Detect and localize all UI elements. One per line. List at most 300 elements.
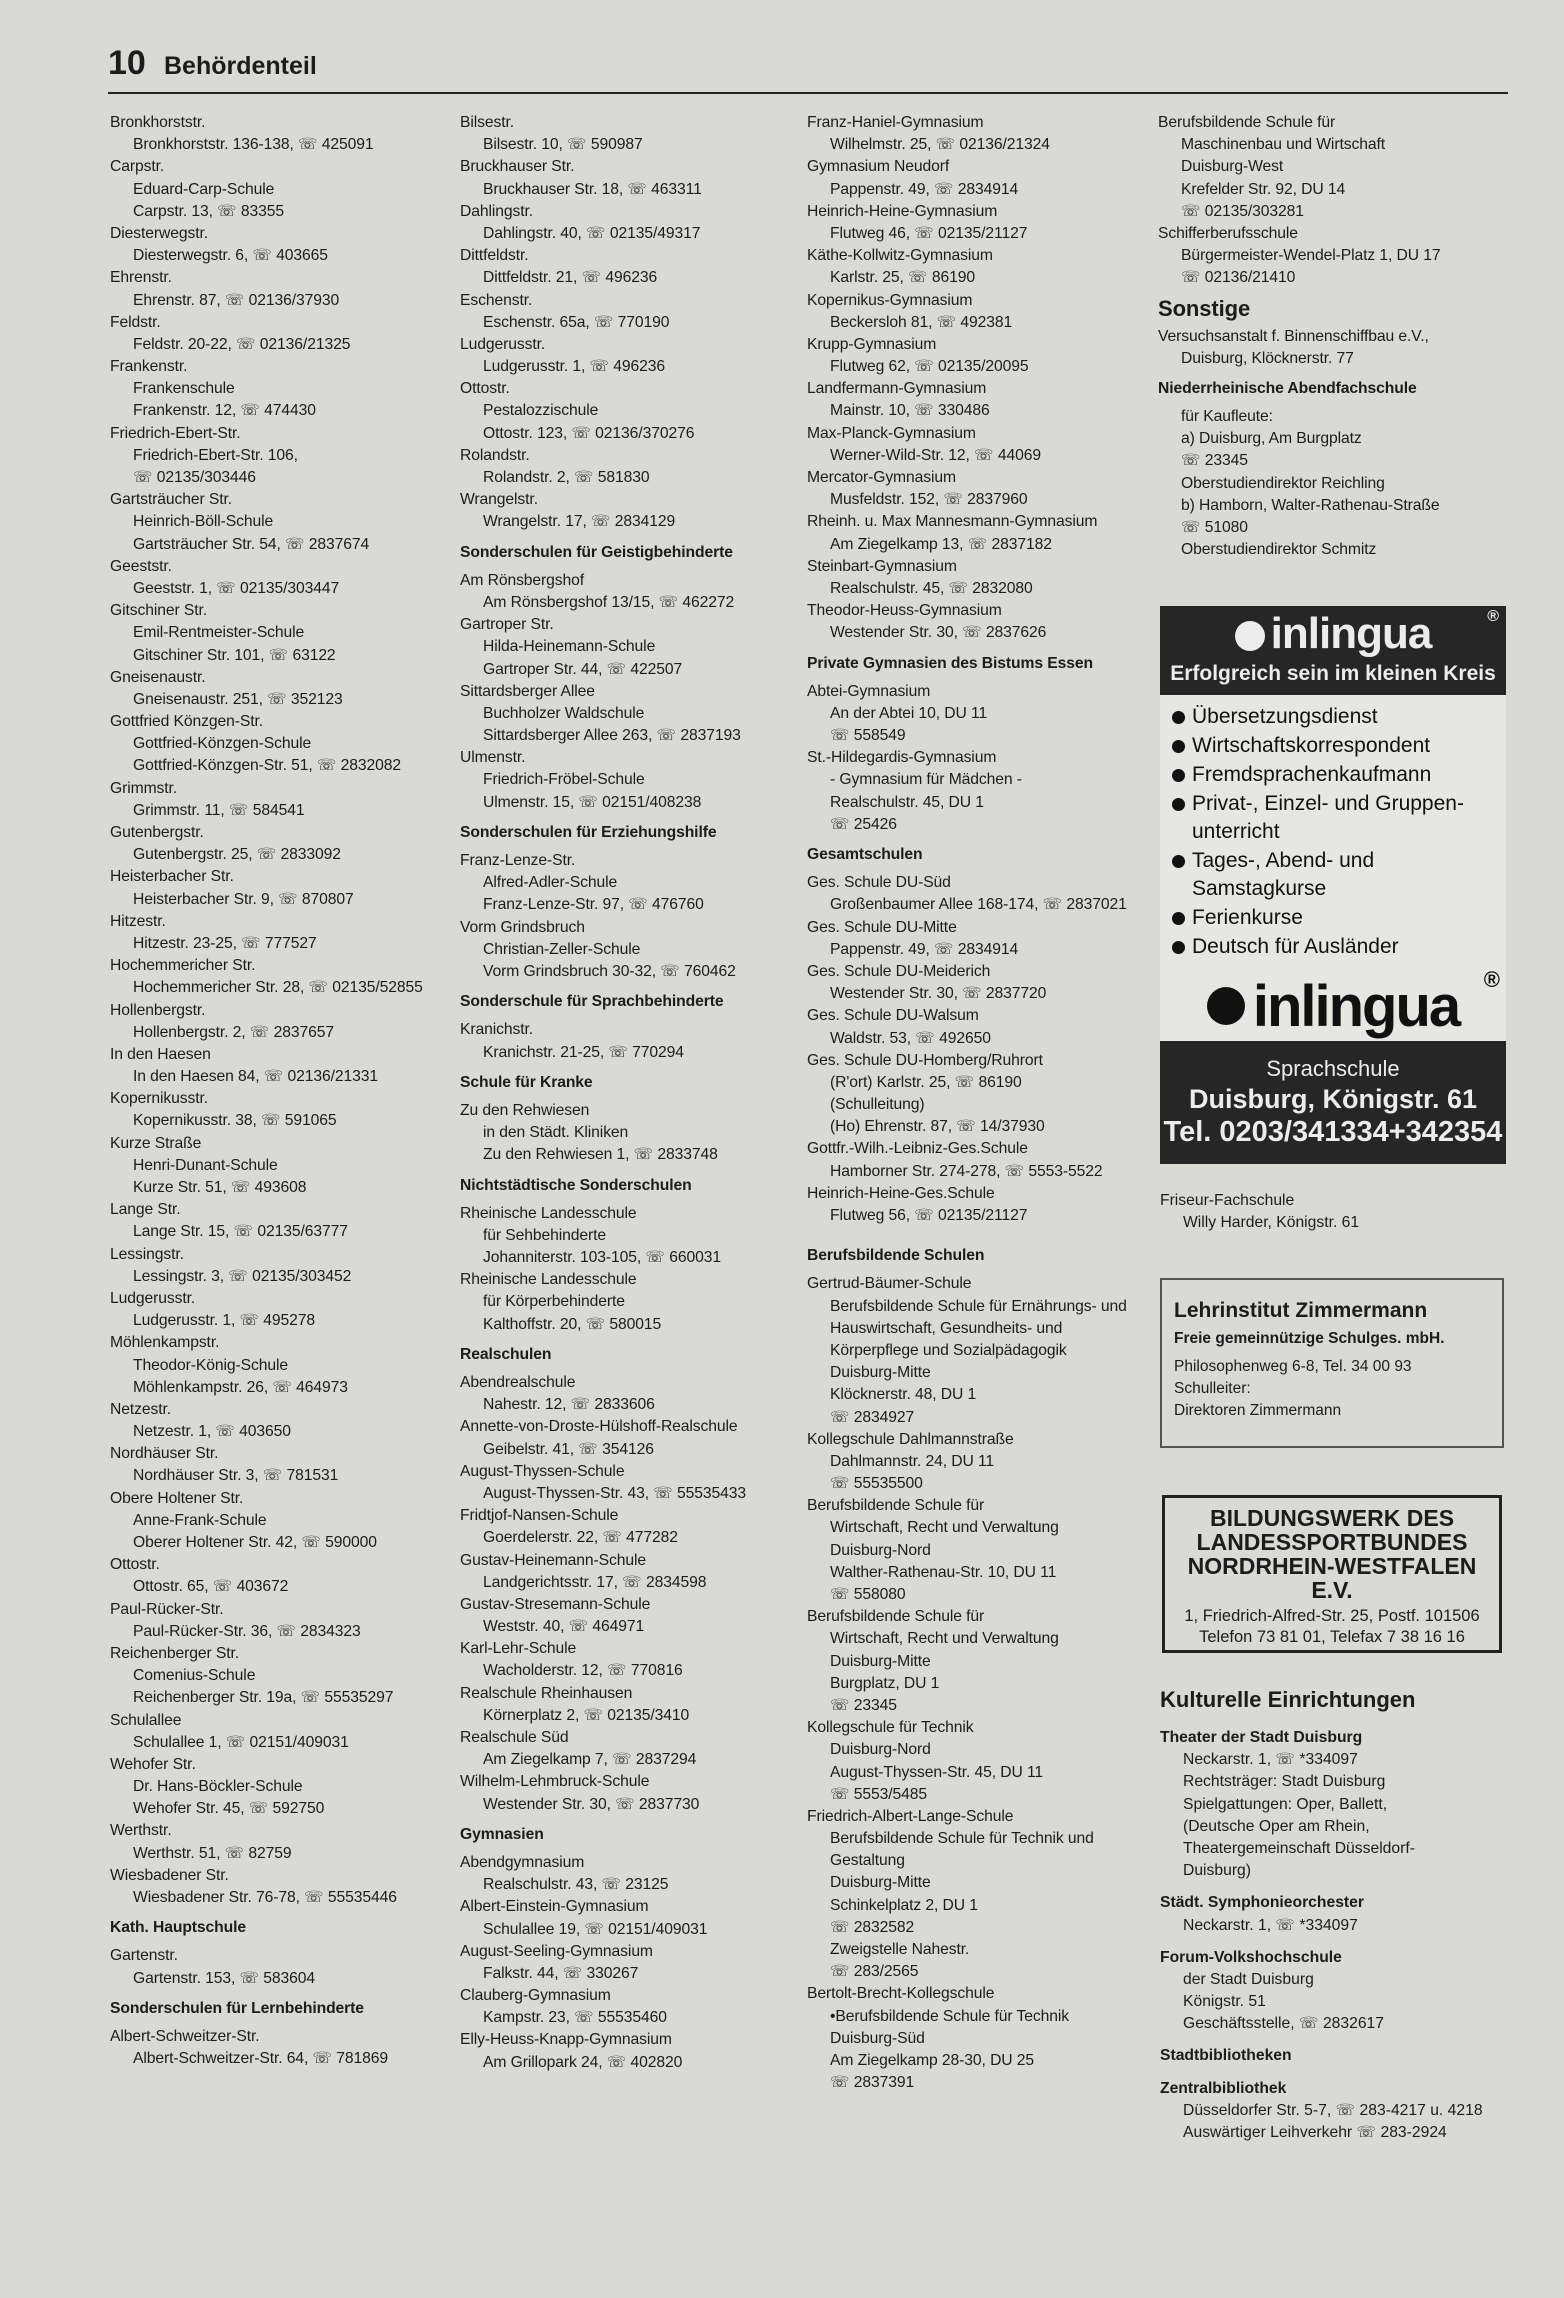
entry-detail: August-Thyssen-Str. 43, ☏ 55535433	[483, 1484, 747, 1502]
entry-title: Mercator-Gymnasium	[807, 469, 957, 486]
entry-detail: ☏ 2834927	[830, 1408, 915, 1426]
entry-title: Gymnasium Neudorf	[807, 158, 950, 176]
entry-detail: Grimmstr. 11, ☏ 584541	[133, 801, 305, 819]
entry-title: Gustav-Stresemann-Schule	[460, 1595, 651, 1613]
entry-detail: Flutweg 46, ☏ 02135/21127	[830, 224, 1028, 242]
entry-title: Ludgerusstr.	[460, 335, 546, 353]
entry-title: Karl-Lehr-Schule	[460, 1640, 577, 1658]
entry-detail: Flutweg 56, ☏ 02135/21127	[830, 1207, 1028, 1225]
entry-detail: Am Ziegelkamp 13, ☏ 2837182	[830, 535, 1052, 553]
entry-detail: Heinrich-Böll-Schule	[133, 513, 274, 531]
section-heading: Niederrheinische Abendfachschule	[1158, 379, 1417, 397]
entry-detail: Friedrich-Fröbel-Schule	[483, 771, 645, 789]
entry-title: Berufsbildende Schule für	[807, 1497, 985, 1515]
entry-detail: Duisburg-Nord	[830, 1541, 931, 1559]
entry-title: Bronkhorststr.	[110, 114, 206, 131]
column-4-lower	[1160, 1681, 1510, 2144]
entry-detail: (Ho) Ehrenstr. 87, ☏ 14/37930	[830, 1118, 1045, 1136]
entry-detail: Lange Str. 15, ☏ 02135/63777	[133, 1223, 348, 1241]
entry-detail: Gartenstr. 153, ☏ 583604	[133, 1969, 316, 1987]
entry-detail: Duisburg-Mitte	[830, 1652, 931, 1670]
entry-detail: Großenbaumer Allee 168-174, ☏ 2837021	[830, 896, 1127, 914]
entry-detail: Duisburg-West	[1181, 158, 1284, 176]
entry-title: Kopernikusstr.	[110, 1090, 209, 1108]
entry-detail: Vorm Grindsbruch 30-32, ☏ 760462	[483, 962, 736, 980]
friseur-name: Friseur-Fachschule	[1160, 1192, 1295, 1209]
entry-detail: ☏ 51080	[1181, 519, 1248, 537]
entry-detail: Schulallee 19, ☏ 02151/409031	[483, 1920, 708, 1938]
entry-title: Albert-Einstein-Gymnasium	[460, 1898, 649, 1916]
entry-title: Schifferberufsschule	[1158, 224, 1298, 242]
entry-detail: Pestalozzischule	[483, 402, 599, 420]
entry-detail: für Sehbehinderte	[483, 1226, 607, 1244]
entry-detail: Musfeldstr. 152, ☏ 2837960	[830, 491, 1028, 509]
entry-detail: Rolandstr. 2, ☏ 581830	[483, 469, 650, 486]
entry-detail: Burgplatz, DU 1	[830, 1674, 940, 1692]
entry-detail: An der Abtei 10, DU 11	[830, 704, 988, 722]
bildungswerk-address: 1, Friedrich-Alfred-Str. 25, Postf. 101506	[1184, 1607, 1480, 1625]
zimmermann-subtitle: Freie gemeinnützige Schulges. mbH.	[1174, 1330, 1445, 1347]
entry-detail: ☏ 55535500	[830, 1475, 923, 1493]
entry-detail: Bronkhorststr. 136-138, ☏ 425091	[133, 136, 374, 154]
entry-title: Landfermann-Gymnasium	[807, 380, 987, 398]
inlingua-logo	[1160, 606, 1506, 661]
entry-title: Lange Str.	[110, 1201, 181, 1219]
entry-detail: Körperpflege und Sozialpädagogik	[830, 1341, 1067, 1359]
entry-detail: Ottostr. 65, ☏ 403672	[133, 1578, 289, 1596]
inlingua-logo-icon	[1235, 621, 1265, 651]
service-item: Tages-, Abend- und Samstagkurse	[1170, 847, 1498, 903]
entry-detail: Möhlenkampstr. 26, ☏ 464973	[133, 1378, 348, 1396]
entry-detail: für Kaufleute:	[1181, 408, 1273, 426]
entry-detail: Wrangelstr. 17, ☏ 2834129	[483, 513, 676, 531]
entry-detail: ☏ 2837391	[830, 2074, 915, 2092]
page-header	[108, 44, 1508, 94]
entry-title: Hollenbergstr.	[110, 1001, 206, 1019]
entry-detail: Zu den Rehwiesen 1, ☏ 2833748	[483, 1146, 718, 1164]
entry-title: Städt. Symphonieorchester	[1160, 1894, 1364, 1912]
bildungswerk-title-line: E.V.	[1311, 1577, 1353, 1603]
entry-title: Wehofer Str.	[110, 1755, 196, 1773]
entry-title: Ges. Schule DU-Meiderich	[807, 962, 991, 980]
entry-detail: Carpstr. 13, ☏ 83355	[133, 202, 285, 220]
entry-title: Berufsbildende Schule für	[807, 1608, 985, 1626]
entry-detail: Buchholzer Waldschule	[483, 704, 645, 722]
spacer	[1160, 2035, 1510, 2045]
entry-title: Sittardsberger Allee	[460, 682, 595, 700]
entry-title: Dahlingstr.	[460, 202, 534, 220]
entry-title: Ottostr.	[460, 380, 510, 398]
entry-detail: Lessingstr. 3, ☏ 02135/303452	[133, 1267, 352, 1285]
entry-detail: Netzestr. 1, ☏ 403650	[133, 1423, 291, 1441]
entry-title: Gartenstr.	[110, 1947, 178, 1965]
entry-title: Franz-Lenze-Str.	[460, 852, 576, 870]
section-heading: Sonderschule für Sprachbehinderte	[460, 993, 724, 1011]
entry-title: Rheinh. u. Max Mannesmann-Gymnasium	[807, 513, 1098, 531]
spacer	[1160, 1717, 1510, 1727]
entry-detail: ☏ 02135/303281	[1181, 202, 1304, 220]
entry-title: Paul-Rücker-Str.	[110, 1600, 224, 1618]
entry-detail: Werthstr. 51, ☏ 82759	[133, 1844, 292, 1862]
entry-detail: Hilda-Heinemann-Schule	[483, 638, 656, 656]
entry-title: August-Thyssen-Schule	[460, 1462, 625, 1480]
entry-detail: Nahestr. 12, ☏ 2833606	[483, 1396, 655, 1414]
entry-title: Gitschiner Str.	[110, 602, 208, 620]
entry-detail: Dittfeldstr. 21, ☏ 496236	[483, 269, 658, 287]
entry-title: Hitzestr.	[110, 912, 166, 930]
section-heading: Sonderschulen für Erziehungshilfe	[460, 823, 717, 841]
spacer	[807, 1227, 1137, 1237]
entry-detail: der Stadt Duisburg	[1183, 1970, 1314, 1988]
section-heading: Kath. Hauptschule	[110, 1919, 247, 1937]
entry-title: Versuchsanstalt f. Binnenschiffbau e.V.,	[1158, 327, 1429, 345]
entry-detail: Hochemmericher Str. 28, ☏ 02135/52855	[133, 979, 423, 997]
entry-detail: Gneisenaustr. 251, ☏ 352123	[133, 690, 343, 708]
entry-title: Berufsbildende Schule für	[1158, 114, 1336, 131]
entry-detail: Gartroper Str. 44, ☏ 422507	[483, 660, 683, 678]
entry-title: Gottfried Könzgen-Str.	[110, 713, 264, 731]
section-heading-large: Sonstige	[1158, 295, 1251, 321]
spacer	[1160, 2068, 1510, 2078]
entry-title: Forum-Volkshochschule	[1160, 1948, 1342, 1966]
entry-title: Möhlenkampstr.	[110, 1334, 220, 1352]
section-heading: Realschulen	[460, 1345, 552, 1363]
entry-title: Steinbart-Gymnasium	[807, 557, 957, 575]
entry-title: Friedrich-Albert-Lange-Schule	[807, 1807, 1014, 1825]
entry-detail: (R'ort) Karlstr. 25, ☏ 86190	[830, 1073, 1022, 1091]
entry-title: Obere Holtener Str.	[110, 1489, 244, 1507]
entry-detail: Geschäftsstelle, ☏ 2832617	[1183, 2015, 1385, 2033]
entry-title: Ulmenstr.	[460, 749, 526, 767]
entry-detail: Oberstudiendirektor Reichling	[1181, 474, 1385, 492]
entry-detail: Nordhäuser Str. 3, ☏ 781531	[133, 1467, 339, 1485]
entry-detail: Geeststr. 1, ☏ 02135/303447	[133, 579, 340, 597]
entry-detail: Auswärtiger Leihverkehr ☏ 283-2924	[1183, 2124, 1447, 2141]
entry-detail: Westender Str. 30, ☏ 2837626	[830, 624, 1047, 642]
entry-title: Ges. Schule DU-Süd	[807, 874, 951, 892]
section-title: Behördenteil	[164, 52, 317, 80]
entry-detail: Heisterbacher Str. 9, ☏ 870807	[133, 890, 354, 908]
entry-title: Heinrich-Heine-Ges.Schule	[807, 1184, 995, 1202]
entry-title: Ges. Schule DU-Mitte	[807, 918, 957, 936]
entry-detail: Westender Str. 30, ☏ 2837730	[483, 1795, 700, 1813]
inlingua-phone: Tel. 0203/341334+342354	[1163, 1116, 1503, 1148]
entry-detail: für Körperbehinderte	[483, 1293, 625, 1311]
entry-detail: Gottfried-Könzgen-Str. 51, ☏ 2832082	[133, 757, 402, 775]
entry-title: Abendrealschule	[460, 1374, 576, 1392]
entry-detail: Goerdelerstr. 22, ☏ 477282	[483, 1529, 678, 1547]
section-heading: Nichtstädtische Sonderschulen	[460, 1176, 692, 1194]
inlingua-school: Sprachschule	[1266, 1056, 1400, 1081]
entry-title: Rolandstr.	[460, 446, 530, 464]
entry-detail: a) Duisburg, Am Burgplatz	[1181, 430, 1362, 448]
entry-detail: Kranichstr. 21-25, ☏ 770294	[483, 1043, 684, 1061]
entry-detail: Feldstr. 20-22, ☏ 02136/21325	[133, 335, 351, 353]
entry-detail: Karlstr. 25, ☏ 86190	[830, 269, 975, 287]
entry-title: Ottostr.	[110, 1556, 160, 1574]
inlingua-contact	[1160, 1041, 1506, 1149]
entry-detail: Krefelder Str. 92, DU 14	[1181, 180, 1346, 198]
entry-title: Abendgymnasium	[460, 1853, 585, 1871]
entry-title: Dittfeldstr.	[460, 247, 529, 265]
entry-title: Wilhelm-Lehmbruck-Schule	[460, 1773, 650, 1791]
entry-detail: Ludgerusstr. 1, ☏ 496236	[483, 358, 666, 376]
entry-title: Ludgerusstr.	[110, 1289, 196, 1307]
entry-title: Ehrenstr.	[110, 269, 172, 287]
entry-detail: Reichenberger Str. 19a, ☏ 55535297	[133, 1689, 394, 1707]
entry-detail: ☏ 558549	[830, 727, 906, 745]
entry-detail: Eduard-Carp-Schule	[133, 180, 275, 198]
entry-detail: Eschenstr. 65a, ☏ 770190	[483, 313, 670, 331]
entry-detail: ☏ 558080	[830, 1586, 906, 1604]
entry-detail: Henri-Dunant-Schule	[133, 1156, 278, 1174]
entry-detail: ☏ 2832582	[830, 1918, 915, 1936]
entry-detail: Walther-Rathenau-Str. 10, DU 11	[830, 1563, 1057, 1581]
entry-title: Hochemmericher Str.	[110, 957, 256, 975]
entry-detail: ☏ 5553/5485	[830, 1785, 928, 1803]
entry-detail: Gutenbergstr. 25, ☏ 2833092	[133, 846, 341, 864]
entry-detail: Hamborner Str. 274-278, ☏ 5553-5522	[830, 1162, 1103, 1180]
service-item: Privat-, Einzel- und Gruppen-unterricht	[1170, 790, 1498, 846]
entry-detail: Dahlmannstr. 24, DU 11	[830, 1452, 995, 1470]
entry-detail: ☏ 02136/21410	[1181, 269, 1296, 287]
section-heading: Schule für Kranke	[460, 1073, 593, 1091]
entry-detail: Hitzestr. 23-25, ☏ 777527	[133, 934, 317, 952]
entry-title: Max-Planck-Gymnasium	[807, 424, 976, 442]
entry-detail: Ehrenstr. 87, ☏ 02136/37930	[133, 291, 340, 309]
entry-detail: Wilhelmstr. 25, ☏ 02136/21324	[830, 136, 1050, 154]
entry-detail: Theodor-König-Schule	[133, 1356, 288, 1374]
entry-detail: Gartsträucher Str. 54, ☏ 2837674	[133, 535, 370, 553]
entry-title: Franz-Haniel-Gymnasium	[807, 114, 984, 131]
entry-detail: ☏ 23345	[830, 1696, 897, 1714]
entry-detail: Geibelstr. 41, ☏ 354126	[483, 1440, 654, 1458]
entry-detail: Am Rönsbergshof 13/15, ☏ 462272	[483, 593, 735, 611]
entry-detail: Wirtschaft, Recht und Verwaltung	[830, 1630, 1059, 1648]
entry-title: Rheinische Landesschule	[460, 1271, 637, 1289]
inlingua-logo-text: inlingua	[1270, 608, 1432, 658]
entry-detail: Diesterwegstr. 6, ☏ 403665	[133, 247, 328, 265]
entry-detail: Duisburg)	[1183, 1862, 1252, 1880]
spacer	[1160, 1882, 1510, 1892]
entry-title: Heisterbacher Str.	[110, 868, 234, 886]
entry-title: Wrangelstr.	[460, 491, 538, 509]
entry-detail: Spielgattungen: Oper, Ballett,	[1183, 1795, 1388, 1813]
service-item: Deutsch für Ausländer	[1170, 933, 1498, 961]
entry-detail: Gottfried-Könzgen-Schule	[133, 735, 312, 753]
entry-detail: Klöcknerstr. 48, DU 1	[830, 1386, 977, 1404]
entry-title: Abtei-Gymnasium	[807, 682, 931, 700]
section-heading: Gesamtschulen	[807, 846, 923, 864]
entry-detail: Realschulstr. 45, DU 1	[830, 793, 984, 811]
zimmermann-leiter: Direktoren Zimmermann	[1174, 1402, 1342, 1419]
entry-title: In den Haesen	[110, 1045, 211, 1063]
entry-title: Theater der Stadt Duisburg	[1160, 1729, 1363, 1746]
entry-title: Ges. Schule DU-Homberg/Ruhrort	[807, 1051, 1043, 1069]
entry-detail: ☏ 23345	[1181, 452, 1248, 470]
entry-detail: in den Städt. Kliniken	[483, 1124, 629, 1142]
inlingua-logo-icon	[1207, 987, 1245, 1025]
entry-title: Gustav-Heinemann-Schule	[460, 1551, 647, 1569]
entry-detail: Dr. Hans-Böckler-Schule	[133, 1778, 303, 1796]
entry-title: Frankenstr.	[110, 358, 188, 376]
entry-detail: Am Grillopark 24, ☏ 402820	[483, 2053, 683, 2071]
entry-detail: Wehofer Str. 45, ☏ 592750	[133, 1800, 325, 1818]
entry-detail: August-Thyssen-Str. 45, DU 11	[830, 1763, 1044, 1781]
entry-title: Kranichstr.	[460, 1021, 534, 1039]
entry-detail: Am Ziegelkamp 28-30, DU 25	[830, 2051, 1035, 2069]
entry-title: Eschenstr.	[460, 291, 533, 309]
entry-detail: Realschulstr. 45, ☏ 2832080	[830, 579, 1033, 597]
entry-detail: Rechtsträger: Stadt Duisburg	[1183, 1773, 1386, 1791]
column-2	[460, 112, 790, 2074]
entry-detail: Pappenstr. 49, ☏ 2834914	[830, 940, 1019, 958]
entry-detail: Wiesbadener Str. 76-78, ☏ 55535446	[133, 1889, 397, 1906]
entry-title: Bruckhauser Str.	[460, 158, 575, 176]
entry-title: Kollegschule für Technik	[807, 1719, 974, 1737]
service-item: Ferienkurse	[1170, 904, 1498, 932]
entry-detail: Oberer Holtener Str. 42, ☏ 590000	[133, 1534, 377, 1551]
entry-detail: Bilsestr. 10, ☏ 590987	[483, 136, 643, 154]
entry-title: Heinrich-Heine-Gymnasium	[807, 202, 998, 220]
column-3	[807, 112, 1137, 2094]
registered-mark: ®	[1483, 967, 1498, 992]
zimmermann-title: Lehrinstitut Zimmermann	[1174, 1299, 1428, 1322]
entry-detail: Flutweg 62, ☏ 02135/20095	[830, 358, 1029, 376]
entry-detail: Berufsbildende Schule für Ernährungs- und	[830, 1297, 1127, 1315]
entry-detail: ☏ 02135/303446	[133, 469, 256, 486]
service-item: Übersetzungsdienst	[1170, 703, 1498, 731]
entry-title: Gartsträucher Str.	[110, 491, 232, 509]
section-heading: Berufsbildende Schulen	[807, 1247, 985, 1265]
entry-detail: Comenius-Schule	[133, 1667, 256, 1685]
bildungswerk-title-line: BILDUNGSWERK DES	[1209, 1505, 1455, 1531]
entry-detail: Neckarstr. 1, ☏ *334097	[1183, 1916, 1358, 1934]
registered-mark: ®	[1487, 608, 1498, 625]
entry-title: Bilsestr.	[460, 114, 515, 131]
section-heading-large: Kulturelle Einrichtungen	[1160, 1687, 1416, 1712]
inlingua-advertisement	[1160, 606, 1506, 1164]
entry-detail: Kalthoffstr. 20, ☏ 580015	[483, 1315, 662, 1333]
entry-title: Nordhäuser Str.	[110, 1445, 219, 1463]
entry-detail: ☏ 25426	[830, 815, 897, 833]
entry-title: Annette-von-Droste-Hülshoff-Realschule	[460, 1418, 738, 1436]
section-heading: Sonderschulen für Geistigbehinderte	[460, 543, 733, 561]
entry-detail: Maschinenbau und Wirtschaft	[1181, 136, 1385, 154]
entry-detail: Dahlingstr. 40, ☏ 02135/49317	[483, 224, 701, 242]
entry-title: Realschule Rheinhausen	[460, 1684, 633, 1702]
entry-detail: Beckersloh 81, ☏ 492381	[830, 313, 1013, 331]
section-heading: Gymnasien	[460, 1825, 544, 1843]
entry-detail: Duisburg-Süd	[830, 2029, 925, 2047]
spacer	[1160, 1937, 1510, 1947]
entry-title: Elly-Heuss-Knapp-Gymnasium	[460, 2031, 672, 2049]
entry-detail: Kampstr. 23, ☏ 55535460	[483, 2009, 667, 2027]
entry-detail: Anne-Frank-Schule	[133, 1511, 267, 1529]
entry-detail: Realschulstr. 43, ☏ 23125	[483, 1876, 669, 1894]
entry-detail: Pappenstr. 49, ☏ 2834914	[830, 180, 1019, 198]
entry-detail: Ulmenstr. 15, ☏ 02151/408238	[483, 793, 702, 811]
entry-detail: Ludgerusstr. 1, ☏ 495278	[133, 1312, 316, 1330]
entry-title: Netzestr.	[110, 1400, 171, 1418]
inlingua-logo-large	[1160, 967, 1506, 1041]
friseur-detail: Willy Harder, Königstr. 61	[1183, 1214, 1360, 1231]
entry-detail: Frankenschule	[133, 380, 235, 398]
entry-detail: - Gymnasium für Mädchen -	[830, 771, 1022, 789]
entry-title: Zu den Rehwiesen	[460, 1101, 590, 1119]
entry-title: Rheinische Landesschule	[460, 1204, 637, 1222]
entry-detail: Christian-Zeller-Schule	[483, 940, 641, 958]
entry-title: Reichenberger Str.	[110, 1644, 240, 1662]
page-number: 10	[108, 44, 146, 82]
entry-detail: ☏ 283/2565	[830, 1963, 919, 1981]
entry-title: Kurze Straße	[110, 1134, 202, 1152]
entry-title: Zentralbibliothek	[1160, 2079, 1287, 2097]
entry-detail: Wacholderstr. 12, ☏ 770816	[483, 1662, 683, 1680]
entry-detail: Zweigstelle Nahestr.	[830, 1941, 970, 1959]
entry-title: Schulallee	[110, 1711, 182, 1729]
entry-detail: Weststr. 40, ☏ 464971	[483, 1618, 645, 1636]
entry-title: Clauberg-Gymnasium	[460, 1987, 611, 2005]
entry-detail: Mainstr. 10, ☏ 330486	[830, 402, 990, 420]
bildungswerk-phone: Telefon 73 81 01, Telefax 7 38 16 16	[1199, 1628, 1465, 1646]
entry-title: Krupp-Gymnasium	[807, 335, 937, 353]
entry-title: Diesterwegstr.	[110, 224, 208, 242]
entry-title: Feldstr.	[110, 313, 161, 331]
entry-title: Gartroper Str.	[460, 616, 554, 634]
entry-detail: Waldstr. 53, ☏ 492650	[830, 1029, 991, 1047]
entry-detail: Königstr. 51	[1183, 1993, 1266, 2011]
entry-detail: Johanniterstr. 103-105, ☏ 660031	[483, 1249, 721, 1267]
zimmermann-advertisement	[1160, 1278, 1504, 1448]
entry-detail: Emil-Rentmeister-Schule	[133, 624, 305, 642]
entry-detail: Hollenbergstr. 2, ☏ 2837657	[133, 1023, 334, 1041]
service-item: Fremdsprachenkaufmann	[1170, 761, 1498, 789]
entry-title: Bertolt-Brecht-Kollegschule	[807, 1985, 995, 2003]
entry-title: Stadtbibliotheken	[1160, 2047, 1292, 2065]
entry-detail: Theatergemeinschaft Düsseldorf-	[1183, 1839, 1415, 1857]
entry-detail: Ottostr. 123, ☏ 02136/370276	[483, 424, 695, 442]
entry-detail: •Berufsbildende Schule für Technik	[830, 2007, 1070, 2025]
entry-title: Fridtjof-Nansen-Schule	[460, 1507, 619, 1525]
inlingua-services	[1160, 695, 1506, 971]
entry-detail: Frankenstr. 12, ☏ 474430	[133, 402, 316, 420]
zimmermann-leiter-label: Schulleiter:	[1174, 1380, 1251, 1397]
entry-title: Vorm Grindsbruch	[460, 918, 585, 936]
entry-title: Gertrud-Bäumer-Schule	[807, 1275, 972, 1293]
entry-title: Realschule Süd	[460, 1729, 569, 1747]
entry-detail: Bruckhauser Str. 18, ☏ 463311	[483, 180, 702, 198]
entry-detail: Franz-Lenze-Str. 97, ☏ 476760	[483, 896, 704, 914]
entry-detail: Kopernikusstr. 38, ☏ 591065	[133, 1112, 337, 1130]
entry-detail: Falkstr. 44, ☏ 330267	[483, 1964, 639, 1982]
entry-title: Käthe-Kollwitz-Gymnasium	[807, 247, 993, 265]
entry-detail: Wirtschaft, Recht und Verwaltung	[830, 1519, 1059, 1537]
entry-detail: Duisburg-Nord	[830, 1741, 931, 1759]
entry-detail: Alfred-Adler-Schule	[483, 874, 618, 892]
entry-detail: Friedrich-Ebert-Str. 106,	[133, 446, 298, 464]
entry-detail: Gitschiner Str. 101, ☏ 63122	[133, 646, 336, 664]
inlingua-tagline: Erfolgreich sein im kleinen Kreis	[1170, 662, 1496, 685]
entry-detail: (Schulleitung)	[830, 1096, 925, 1114]
entry-detail: Westender Str. 30, ☏ 2837720	[830, 985, 1047, 1003]
entry-detail: Duisburg-Mitte	[830, 1364, 931, 1382]
service-item: Wirtschaftskorrespondent	[1170, 732, 1498, 760]
entry-detail: Schulallee 1, ☏ 02151/409031	[133, 1733, 349, 1751]
entry-title: Albert-Schweitzer-Str.	[110, 2027, 260, 2045]
inlingua-logo-text: inlingua	[1252, 973, 1460, 1039]
entry-detail: Duisburg, Klöcknerstr. 77	[1181, 349, 1354, 367]
